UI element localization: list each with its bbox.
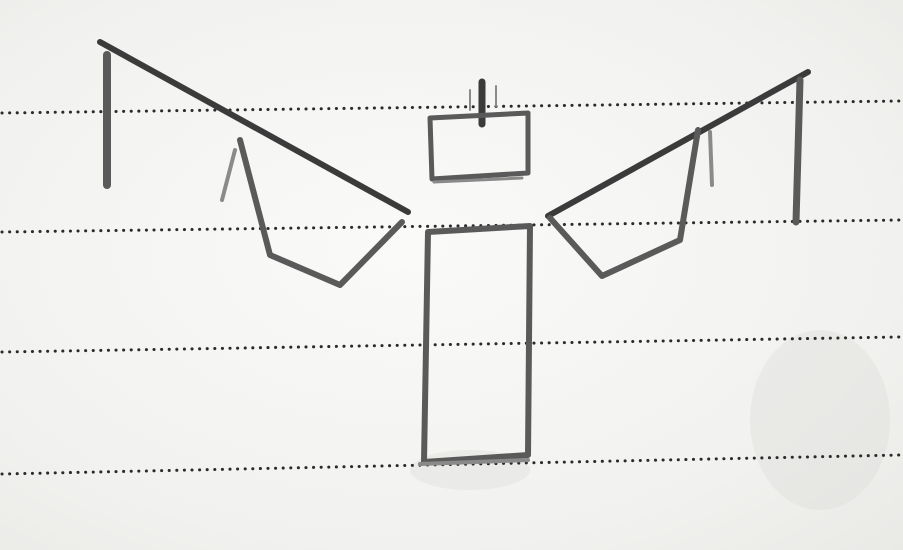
torso-outline [424,226,530,462]
ruled-line [2,337,900,352]
right-arm-upper-stroke [548,72,808,216]
paper-smudge [750,330,890,510]
right-arm-hanging-stroke [796,80,800,222]
right-arm-sketch-line [710,132,712,185]
ruled-line [2,101,900,113]
left-arm-sketch-line [222,150,235,200]
left-arm [100,42,408,285]
